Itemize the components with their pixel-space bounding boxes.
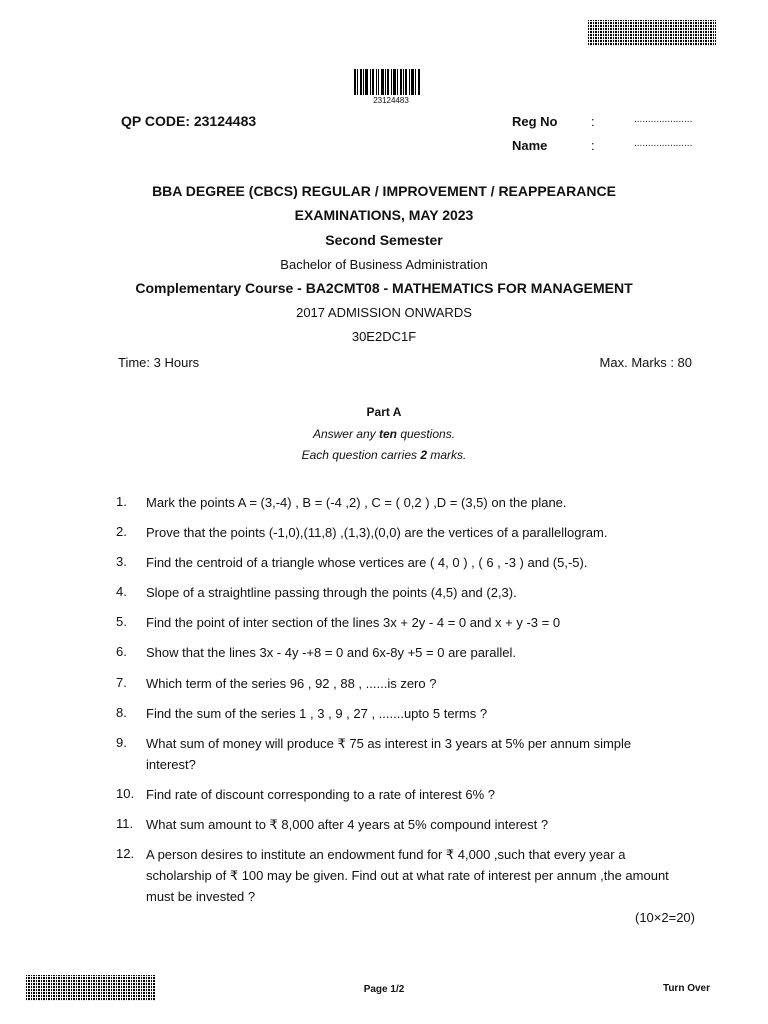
top-right-barcode xyxy=(588,20,716,46)
question-number: 11. xyxy=(116,816,134,831)
question-text: Prove that the points (-1,0),(11,8) ,(1,3),(0,0) are the vertices of a parallellogram. xyxy=(146,525,608,540)
question-text: What sum amount to ₹ 8,000 after 4 years at 5% compound interest ? xyxy=(146,817,549,832)
bottom-left-barcode xyxy=(26,975,156,1001)
semester: Second Semester xyxy=(325,232,443,248)
question-number: 7. xyxy=(116,675,127,690)
instruction-bold: ten xyxy=(378,427,397,441)
carries-pre: Each question carries xyxy=(301,448,421,462)
question-number: 6. xyxy=(116,644,127,659)
question-text: Find the point of inter section of the lines 3x + 2y - 4 = 0 and x + y -3 = 0 xyxy=(146,615,561,630)
question-text: Find rate of discount corresponding to a rate of interest 6% ? xyxy=(146,787,496,802)
marks-total: (10×2=20) xyxy=(635,910,695,925)
question-text: Slope of a straightline passing through the points (4,5) and (2,3). xyxy=(146,585,517,600)
question-text: Find the centroid of a triangle whose vertices are ( 4, 0 ) , ( 6 , -3 ) and (5,-5). xyxy=(146,555,588,570)
exam-title-line1: BBA DEGREE (CBCS) REGULAR / IMPROVEMENT / REAPPEARANCE xyxy=(152,183,616,199)
question-number: 10. xyxy=(116,786,135,801)
question-text: Mark the points A = (3,-4) , B = (-4 ,2) , C = ( 0,2 ) ,D = (3,5) on the plane. xyxy=(146,495,567,510)
program: Bachelor of Business Administration xyxy=(280,257,488,272)
carries-post: marks. xyxy=(427,448,467,462)
part-instruction xyxy=(0,427,768,441)
name-field: ..................... xyxy=(634,138,693,149)
question-number: 1. xyxy=(116,494,127,509)
instruction-pre: Answer any xyxy=(312,427,379,441)
part-title: Part A xyxy=(366,405,402,419)
question-number: 2. xyxy=(116,524,127,539)
max-marks: Max. Marks : 80 xyxy=(599,355,692,370)
reg-no-label: Reg No xyxy=(512,114,558,129)
question-number: 4. xyxy=(116,584,127,599)
instruction-post: questions. xyxy=(396,427,456,441)
turn-over: Turn Over xyxy=(662,983,710,994)
name-label: Name xyxy=(512,138,548,153)
qp-code: QP CODE: 23124483 xyxy=(121,113,257,129)
part-marks-note xyxy=(0,448,768,462)
course-title: Complementary Course - BA2CMT08 - MATHEMATICS FOR MANAGEMENT xyxy=(135,280,633,296)
question-text: Show that the lines 3x - 4y -+8 = 0 and 6x-8y +5 = 0 are parallel. xyxy=(146,645,516,660)
name-colon: : xyxy=(591,138,595,153)
question-text: Find the sum of the series 1 , 3 , 9 , 27 , .......upto 5 terms ? xyxy=(146,706,488,721)
reg-no-field: ..................... xyxy=(634,114,693,125)
page-number: Page 1/2 xyxy=(363,984,405,995)
question-number: 3. xyxy=(116,554,127,569)
question-text: What sum of money will produce ₹ 75 as interest in 3 years at 5% per annum simple interest? xyxy=(146,736,632,772)
question-text: Which term of the series 96 , 92 , 88 , ......is zero ? xyxy=(146,676,437,691)
exam-title-line2: EXAMINATIONS, MAY 2023 xyxy=(294,207,474,223)
question-number: 8. xyxy=(116,705,127,720)
time: Time: 3 Hours xyxy=(118,355,200,370)
admission: 2017 ADMISSION ONWARDS xyxy=(296,305,472,320)
center-barcode xyxy=(354,69,428,95)
reg-no-colon: : xyxy=(591,114,595,129)
question-number: 9. xyxy=(116,735,127,750)
question-number: 5. xyxy=(116,614,127,629)
question-number: 12. xyxy=(116,846,135,861)
barcode-number: 23124483 xyxy=(373,96,409,105)
question-text: A person desires to institute an endowment fund for ₹ 4,000 ,such that every year a scholarship of ₹ 100 may be given. Find out at what rate of interest per annum ,the amount must be invested ? xyxy=(146,847,669,904)
paper-code: 30E2DC1F xyxy=(351,329,417,344)
carries-bold: 2 xyxy=(420,448,428,462)
